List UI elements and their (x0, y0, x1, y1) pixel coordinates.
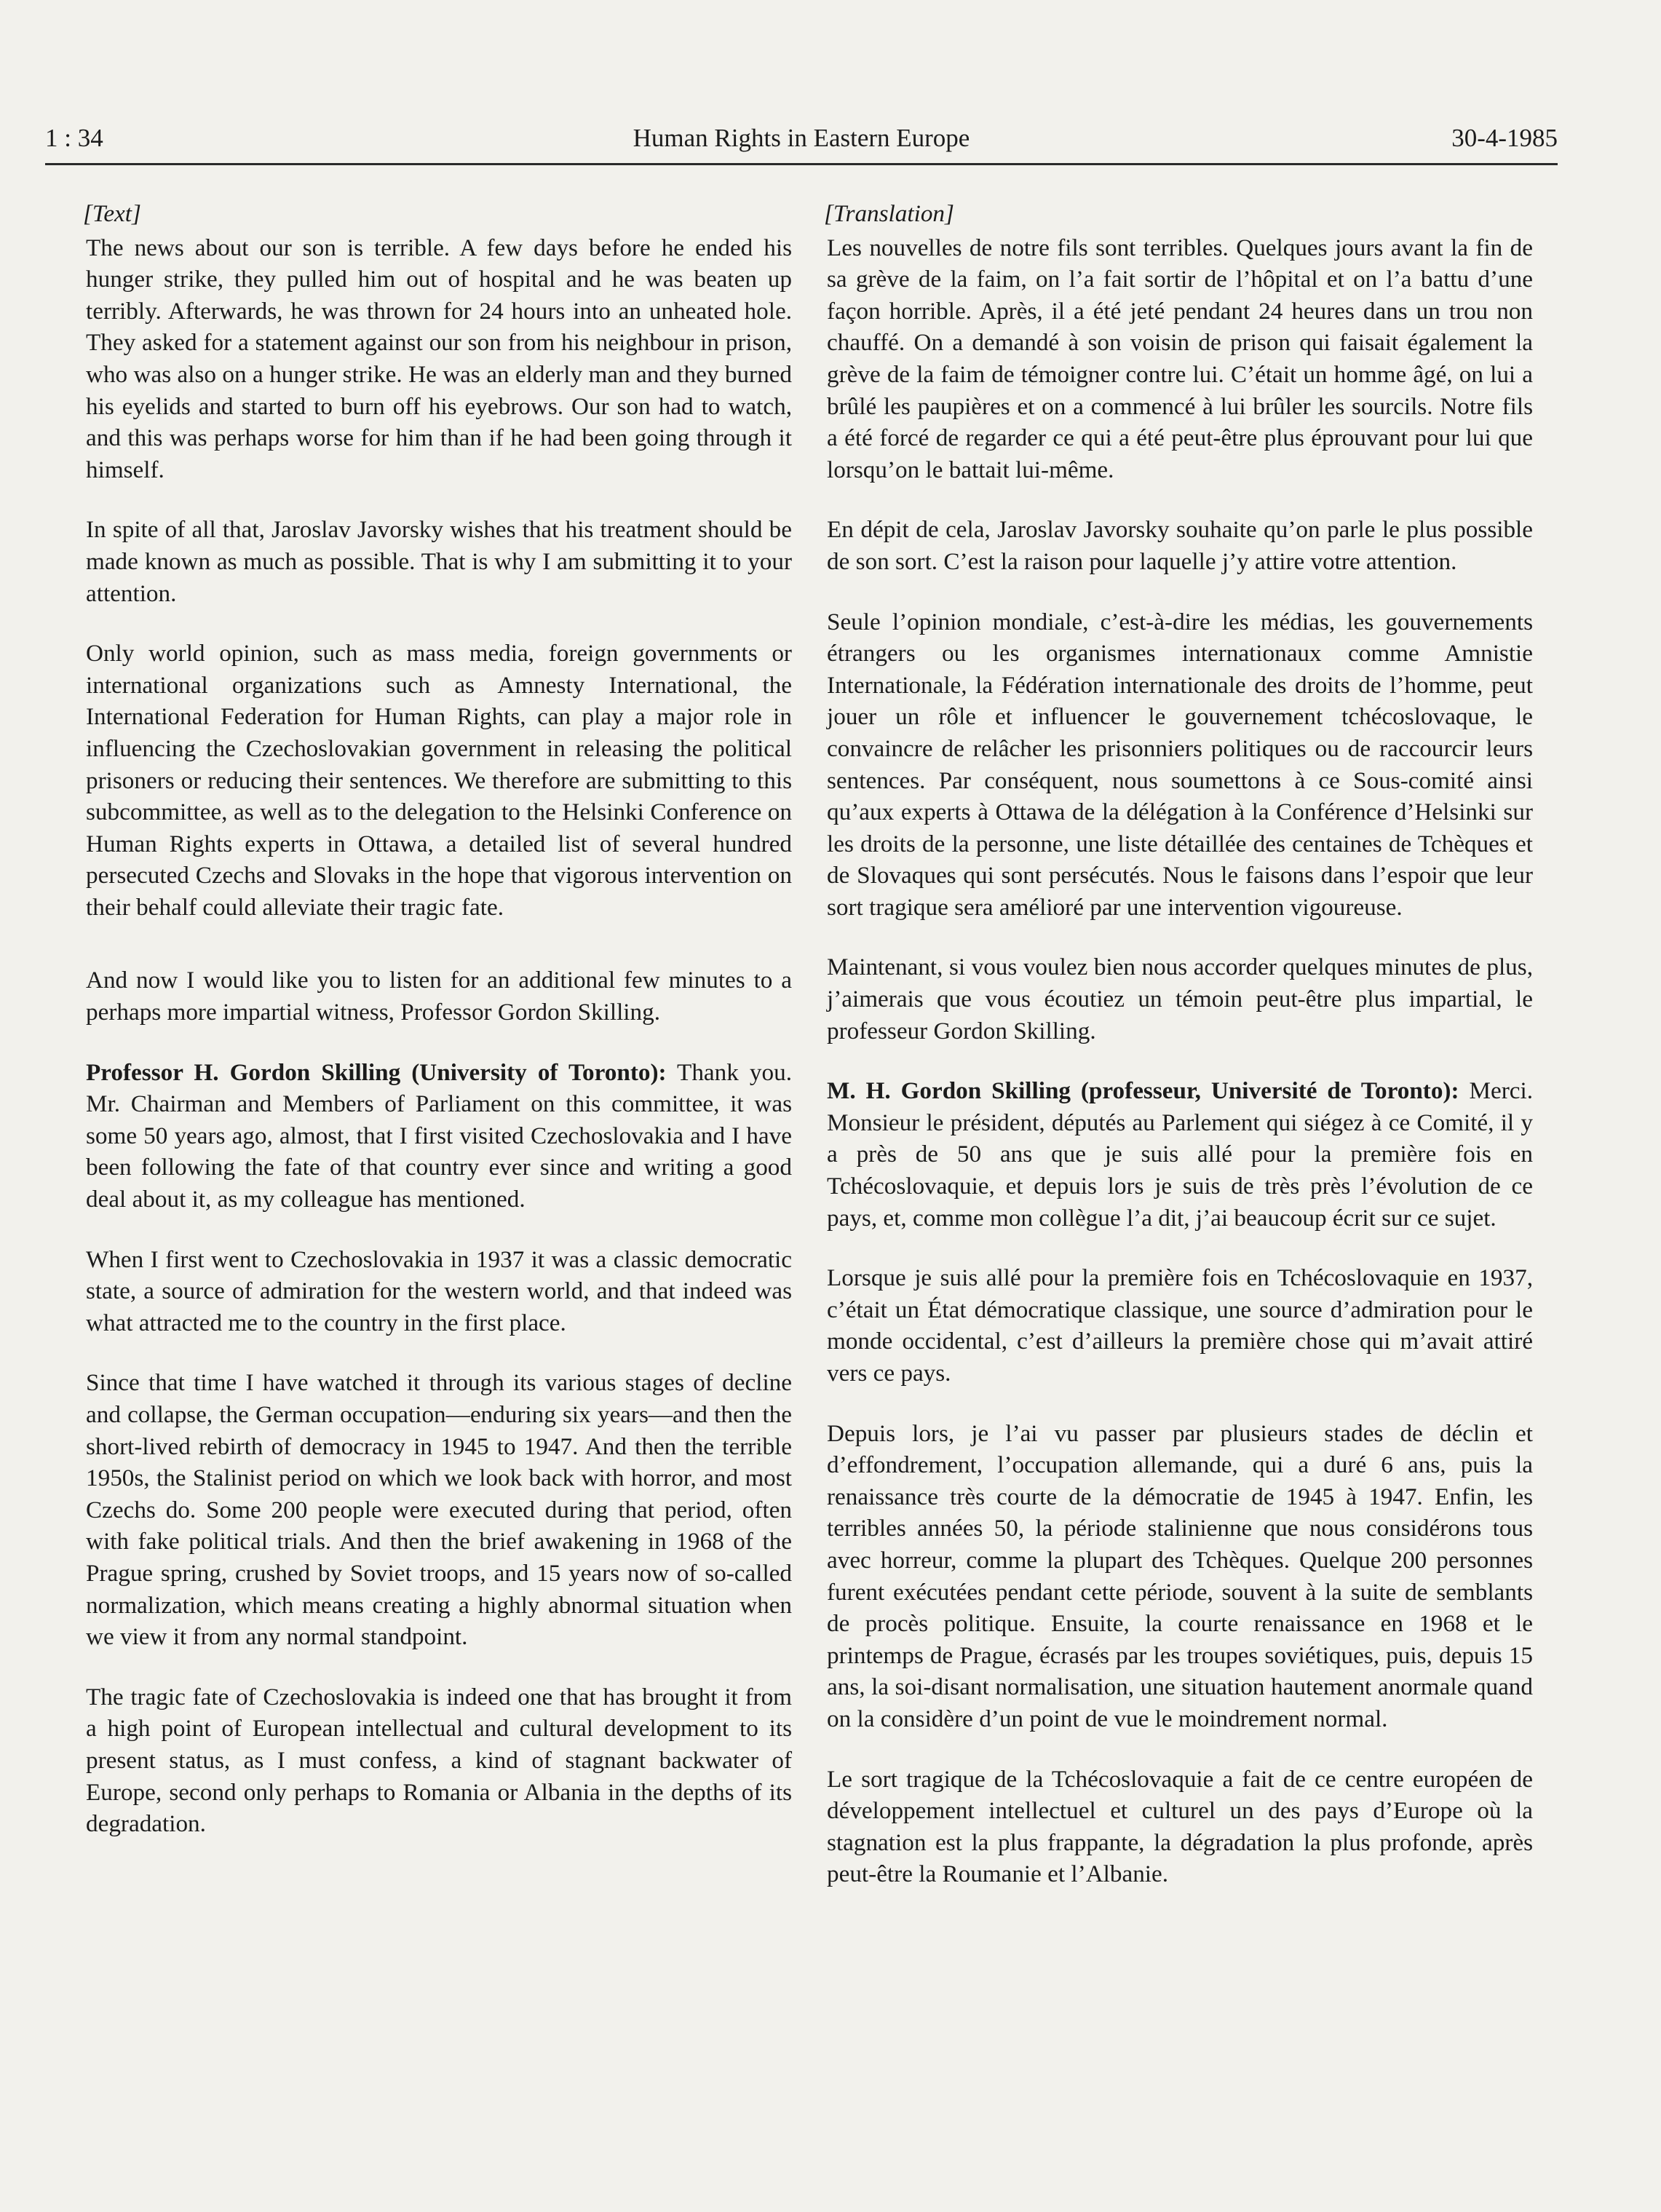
english-paragraph-4: And now I would like you to listen for an additional few minutes to a perhaps more impartial witness, Professor Gordon Skilling. (86, 967, 792, 1026)
french-paragraph-5 (827, 1075, 1533, 1234)
english-speaker: Professor H. Gordon Skilling (University of Toronto): (86, 1058, 667, 1086)
french-paragraph-4: Maintenant, si vous voulez bien nous accorder quelques minutes de plus, j’aimerais que vous écoutiez un témoin peut-être plus impartial, le professeur Gordon Skilling. (827, 954, 1533, 1044)
page-header (45, 124, 1558, 164)
translation-label: [Translation] (824, 200, 954, 227)
english-paragraph-5 (86, 1057, 792, 1216)
header-rule (45, 163, 1558, 165)
english-paragraph-7: Since that time I have watched it through its various stages of decline and collapse, the German occupation—enduring six years—and then the short-lived rebirth of democracy in 1945 to 1947. And then the terrible 1950s, the Stalinist period on which we look back with horror, and most Czechs do. Some 200 people were executed during that period, often with fake political trials. And then the brief awakening in 1968 of the Prague spring, crushed by Soviet troops, and 15 years now of so-called normalization, which means creating a highly abnormal situation when we view it from any normal standpoint. (86, 1369, 792, 1651)
page-reference: 1 : 34 (45, 124, 103, 152)
english-paragraph-3: Only world opinion, such as mass media, foreign governments or international organizations such as Amnesty International, the International Federation for Human Rights, can play a major role in influencing the Czechoslovakian government in releasing the political prisoners or reducing their sentences. We therefore are submitting to this subcommittee, as well as to the delegation to the Helsinki Conference on Human Rights experts in Ottawa, a detailed list of several hundred persecuted Czechs and Slovaks in the hope that vigorous intervention on their behalf could alleviate their tragic fate. (86, 640, 792, 921)
french-paragraph-3: Seule l’opinion mondiale, c’est-à-dire les médias, les gouvernements étrangers ou les organismes internationaux comme Amnistie Internationale, la Fédération internationale des droits de l’homme, peut jouer un rôle et influencer le gouvernement tchécoslovaque, le convaincre de relâcher les prisonniers politiques ou de raccourcir leurs sentences. Par conséquent, nous soumettons à ce Sous-comité ainsi qu’aux experts à Ottawa de la délégation à la Conférence d’Helsinki sur les droits de la personne, une liste détaillée des centaines de Tchèques et de Slovaques qui sont persécutés. Nous le faisons dans l’espoir que leur sort tragique sera amélioré par une intervention vigoureuse. (827, 608, 1533, 921)
french-paragraph-8: Le sort tragique de la Tchécoslovaquie a fait de ce centre européen de développement intellectuel et culturel un des pays d’Europe où la stagnation est la plus frappante, la dégradation la plus profonde, après peut-être la Roumanie et l’Albanie. (827, 1765, 1533, 1888)
english-paragraph-2: In spite of all that, Jaroslav Javorsky wishes that his treatment should be made known as much as possible. That is why I am submitting it to your attention. (86, 516, 792, 607)
french-column (824, 198, 1533, 1919)
english-paragraph-8: The tragic fate of Czechoslovakia is indeed one that has brought it from a high point of European intellectual and cultural development to its present status, as I must confess, a kind of stagnant backwater of Europe, second only perhaps to Romania or Albania in the depths of its degradation. (86, 1683, 792, 1838)
english-column (83, 198, 792, 1868)
french-speaker: M. H. Gordon Skilling (professeur, Université de Toronto): (827, 1077, 1459, 1105)
french-paragraph-2: En dépit de cela, Jaroslav Javorsky souhaite qu’on parle le plus possible de son sort. C’est la raison pour laquelle j’y attire votre attention. (827, 516, 1533, 575)
french-paragraph-1: Les nouvelles de notre fils sont terribles. Quelques jours avant la fin de sa grève de la faim, on l’a fait sortir de l’hôpital et on l’a battu d’une façon horrible. Après, il a été jeté pendant 24 heures dans un trou non chauffé. On a demandé à son voisin de prison qui faisait également la grève de la faim de témoigner contre lui. C’était un homme âgé, on lui a brûlé les paupières et on a commencé à lui brûler les sourcils. Notre fils a été forcé de regarder ce qui a été peut-être plus éprouvant pour lui que lorsqu’on le battait lui-même. (827, 234, 1533, 483)
running-title: Human Rights in Eastern Europe (633, 124, 970, 152)
header-date: 30-4-1985 (1451, 124, 1558, 152)
text-label: [Text] (83, 200, 141, 227)
english-speaker-text: Thank you. Mr. Chairman and Members of Parliament on this committee, it was some 50 years ago, almost, that I first visited Czechoslovakia and I have been following the fate of that country ever since and writing a good deal about it, as my colleague has mentioned. (86, 1058, 792, 1213)
english-paragraph-1: The news about our son is terrible. A few days before he ended his hunger strike, they pulled him out of hospital and he was beaten up terribly. Afterwards, he was thrown for 24 hours into an unheated hole. They asked for a statement against our son from his neighbour in prison, who was also on a hunger strike. He was an elderly man and they burned his eyelids and started to burn off his eyebrows. Our son had to watch, and this was perhaps worse for him than if he had been going through it himself. (86, 234, 792, 483)
french-paragraph-7: Depuis lors, je l’ai vu passer par plusieurs stades de déclin et d’effondrement, l’occupation allemande, qui a duré 6 ans, puis la renaissance très courte de la démocratie de 1945 à 1947. Enfin, les terribles années 50, la période stalinienne que nous considérons tous avec horreur, comme la plupart des Tchèques. Quelque 200 personnes furent exécutées pendant cette période, souvent à la suite de semblants de procès politique. Ensuite, la courte renaissance en 1968 et le printemps de Prague, écrasés par les troupes soviétiques, puis, depuis 15 ans, la soi-disant normalisation, une situation hautement anormale quand on la considère d’un point de vue le moindrement normal. (827, 1419, 1533, 1732)
french-speaker-text: Merci. Monsieur le président, députés au Parlement qui siégez à ce Comité, il y a près de 50 ans que je suis allé pour la première fois en Tchécoslovaquie, et depuis lors je suis de très près l’évolution de ce pays, et, comme mon collègue l’a dit, j’ai beaucoup écrit sur ce sujet. (827, 1077, 1533, 1232)
english-paragraph-6: When I first went to Czechoslovakia in 1937 it was a classic democratic state, a source of admiration for the western world, and that indeed was what attracted me to the country in the first place. (86, 1245, 792, 1336)
french-paragraph-6: Lorsque je suis allé pour la première fois en Tchécoslovaquie en 1937, c’était un État démocratique classique, une source d’admiration pour le monde occidental, c’est d’ailleurs la première chose qui m’avait attiré vers ce pays. (827, 1264, 1533, 1387)
